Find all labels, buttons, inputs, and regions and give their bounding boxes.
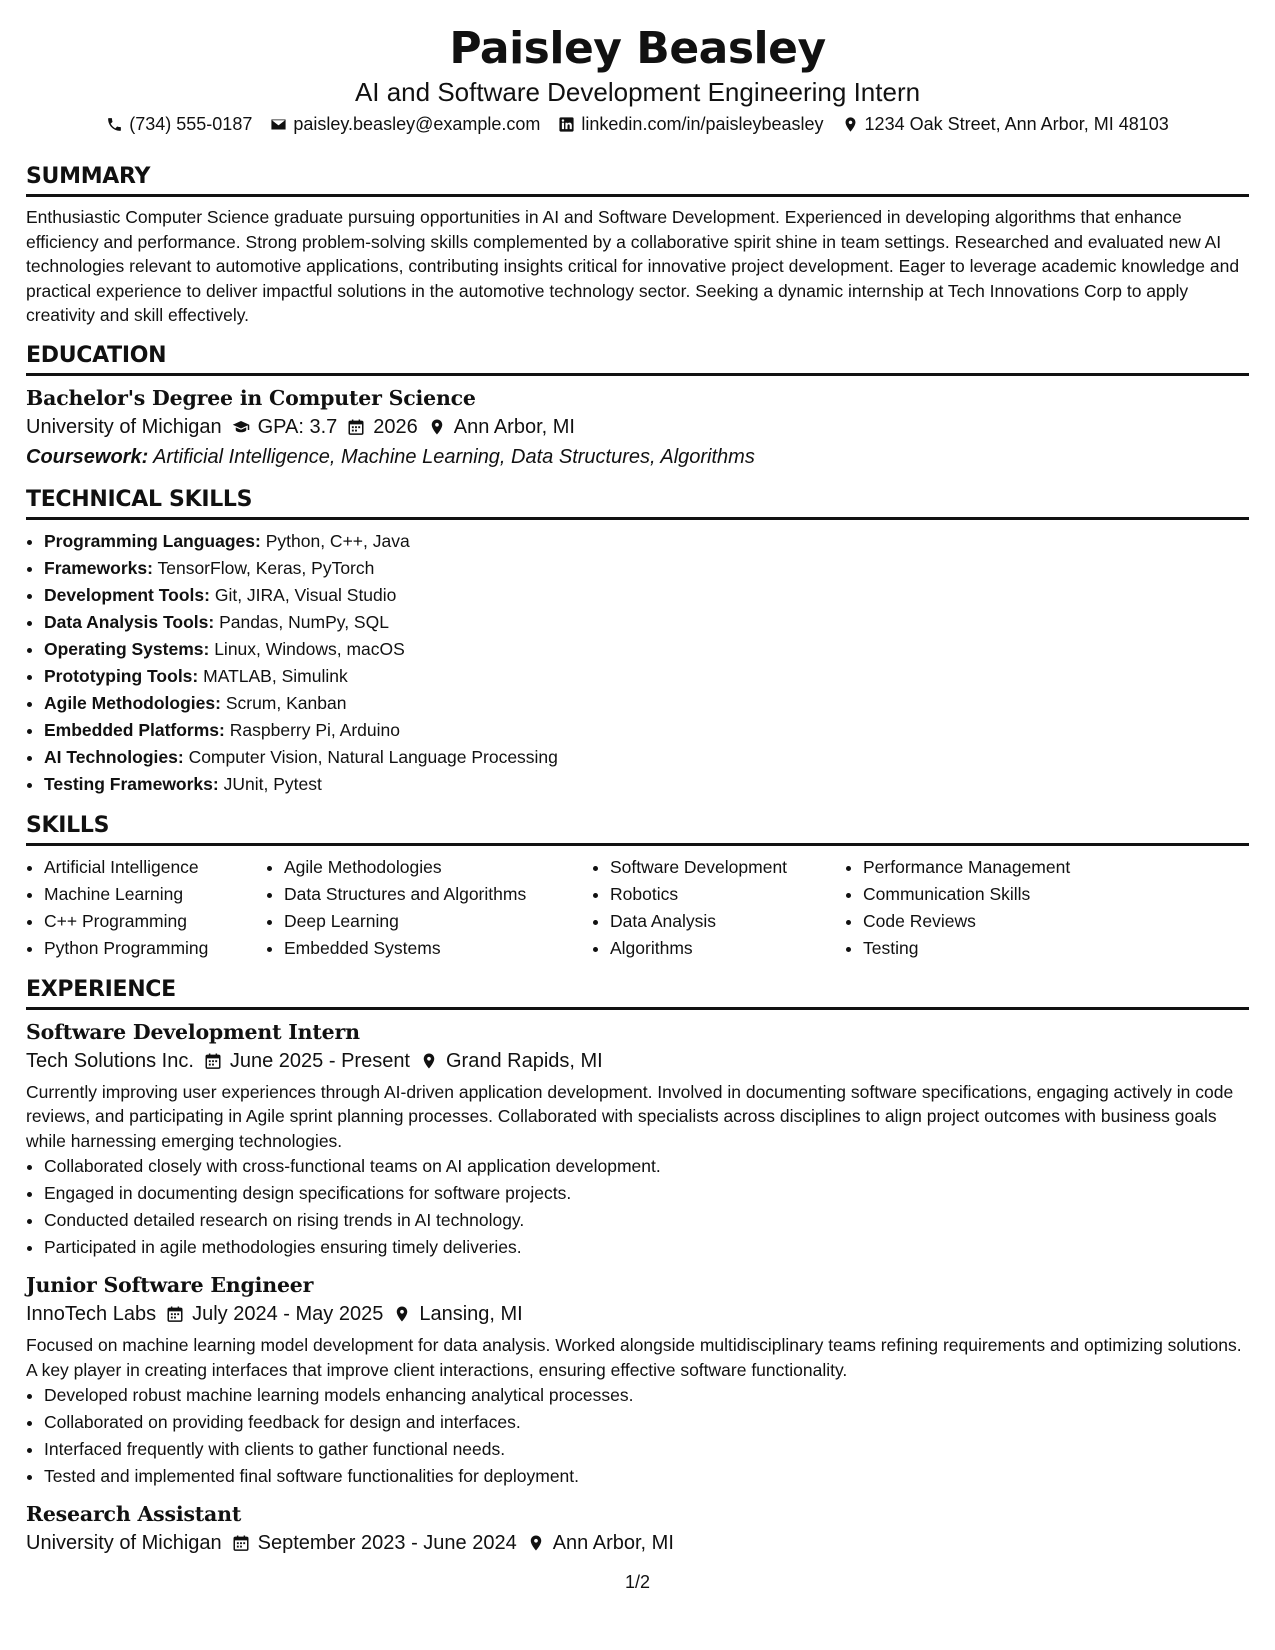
- list-item: • Conducted detailed research on rising trends in AI technology.: [44, 1207, 1249, 1234]
- list-item: • Deep Learning: [284, 908, 592, 935]
- summary-text: Enthusiastic Computer Science graduate pursuing opportunities in AI and Software Development. Experienced in developing algorithms that enhance efficiency and performance. Strong problem-solving skills complemented by a collaborative spirit shine in team settings. Researched and evaluated new AI technologies relevant to automotive applications, contributing insights critical for innovative project development. Eager to leverage academic knowledge and practical experience to deliver impactful solutions in the automotive technology sector. Seeking a dynamic internship at Tech Innovations Corp to apply creativity and skill effectively.: [26, 207, 1240, 325]
- section-divider: [26, 373, 1249, 376]
- job-bullets: [26, 1382, 1249, 1490]
- coursework-label: Coursework:: [26, 445, 149, 468]
- skills-column: [845, 854, 1123, 962]
- list-item: • Data Analysis Tools: Pandas, NumPy, SQL: [44, 609, 1249, 636]
- list-item: • Tested and implemented final software functionalities for deployment.: [44, 1463, 1249, 1490]
- list-item: • Data Structures and Algorithms: [284, 881, 592, 908]
- map-pin-icon: [842, 116, 859, 133]
- skills-section: [26, 812, 1249, 962]
- technical-skills-section: [26, 486, 1249, 798]
- section-title: EXPERIENCE: [26, 976, 176, 1002]
- experience-section: [26, 976, 1249, 1559]
- map-pin-icon: [420, 1052, 438, 1070]
- contact-email[interactable]: paisley.beasley@example.com: [270, 114, 540, 135]
- list-item: • Operating Systems: Linux, Windows, macOS: [44, 636, 1249, 663]
- contact-address: 1234 Oak Street, Ann Arbor, MI 48103: [842, 114, 1169, 135]
- coursework: [26, 442, 1249, 472]
- list-item: • Embedded Platforms: Raspberry Pi, Arduino: [44, 717, 1249, 744]
- contact-linkedin[interactable]: linkedin.com/in/paisleybeasley: [558, 114, 823, 135]
- list-item: • Collaborated closely with cross-functional teams on AI application development.: [44, 1153, 1249, 1180]
- list-item: • Development Tools: Git, JIRA, Visual Studio: [44, 582, 1249, 609]
- job-title: Research Assistant: [26, 1502, 242, 1526]
- job-location: Ann Arbor, MI: [527, 1528, 674, 1558]
- list-item: • Testing Frameworks: JUnit, Pytest: [44, 771, 1249, 798]
- section-divider: [26, 194, 1249, 197]
- calendar-icon: [347, 418, 365, 436]
- section-divider: [26, 843, 1249, 846]
- section-title: SUMMARY: [26, 164, 151, 189]
- list-item: • Programming Languages: Python, C++, Java: [44, 528, 1249, 555]
- list-item: • Developed robust machine learning models enhancing analytical processes.: [44, 1382, 1249, 1409]
- phone-icon: [106, 116, 123, 133]
- list-item: • C++ Programming: [44, 908, 266, 935]
- candidate-name: Paisley Beasley: [449, 23, 826, 74]
- job-entry: [26, 1271, 1249, 1490]
- job-title: Software Development Intern: [26, 1019, 360, 1044]
- list-item: • Algorithms: [610, 935, 845, 962]
- calendar-icon: [166, 1305, 184, 1323]
- list-item: • Engaged in documenting design specifications for software projects.: [44, 1180, 1249, 1207]
- job-entry: [26, 1018, 1249, 1262]
- job-dates: July 2024 - May 2025: [166, 1299, 383, 1329]
- list-item: • Software Development: [610, 854, 845, 881]
- education-section: [26, 342, 1249, 472]
- job-dates: September 2023 - June 2024: [232, 1528, 517, 1558]
- list-item: • Participated in agile methodologies ensuring timely deliveries.: [44, 1234, 1249, 1261]
- contact-bar: [26, 114, 1249, 135]
- skills-column: [26, 854, 266, 962]
- skills-column: [592, 854, 845, 962]
- job-location: Lansing, MI: [393, 1299, 522, 1329]
- list-item: • Robotics: [610, 881, 845, 908]
- section-divider: [26, 517, 1249, 520]
- list-item: • Communication Skills: [863, 881, 1123, 908]
- list-item: • Python Programming: [44, 935, 266, 962]
- technical-skills-list: [26, 528, 1249, 798]
- coursework-list: Artificial Intelligence, Machine Learning, Data Structures, Algorithms: [153, 445, 755, 468]
- contact-phone: (734) 555-0187: [106, 114, 252, 135]
- company-name: Tech Solutions Inc.: [26, 1049, 194, 1072]
- school-name: University of Michigan: [26, 415, 222, 438]
- list-item: • Performance Management: [863, 854, 1123, 881]
- section-title: TECHNICAL SKILLS: [26, 486, 253, 512]
- list-item: • AI Technologies: Computer Vision, Natural Language Processing: [44, 744, 1249, 771]
- skills-column: [266, 854, 592, 962]
- job-entry: [26, 1500, 1249, 1558]
- list-item: • Data Analysis: [610, 908, 845, 935]
- section-divider: [26, 1007, 1249, 1010]
- calendar-icon: [204, 1052, 222, 1070]
- job-meta: [26, 1046, 1249, 1076]
- list-item: • Code Reviews: [863, 908, 1123, 935]
- map-pin-icon: [527, 1534, 545, 1552]
- graduation-cap-icon: [232, 418, 250, 436]
- job-summary: Currently improving user experiences through AI-driven application development. Involved in documenting software specifications, engaging actively in code reviews, and participating in Agile sprint planning processes. Collaborated with specialists across disciplines to align project outcomes with business goals while harnessing emerging technologies.: [26, 1081, 1234, 1151]
- linkedin-icon: [558, 116, 575, 133]
- job-title: Junior Software Engineer: [26, 1273, 314, 1297]
- list-item: • Machine Learning: [44, 881, 266, 908]
- envelope-icon: [270, 116, 287, 133]
- job-meta: [26, 1299, 1249, 1329]
- job-dates: June 2025 - Present: [204, 1046, 410, 1076]
- list-item: • Embedded Systems: [284, 935, 592, 962]
- skills-grid: [26, 854, 1249, 962]
- graduation-year: 2026: [347, 412, 418, 442]
- section-title: SKILLS: [26, 812, 110, 838]
- map-pin-icon: [393, 1305, 411, 1323]
- company-name: InnoTech Labs: [26, 1303, 157, 1325]
- page-number: 1/2: [624, 1572, 651, 1592]
- list-item: • Interfaced frequently with clients to gather functional needs.: [44, 1436, 1249, 1463]
- list-item: • Agile Methodologies: Scrum, Kanban: [44, 690, 1249, 717]
- job-summary: Focused on machine learning model development for data analysis. Worked alongside multidisciplinary teams refining requirements and optimizing solutions. A key player in creating interfaces that improve client interactions, ensuring effective software functionality.: [26, 1335, 1242, 1380]
- candidate-role: AI and Software Development Engineering Intern: [354, 77, 921, 107]
- summary-section: [26, 163, 1249, 328]
- section-title: EDUCATION: [26, 342, 167, 368]
- education-meta: [26, 412, 1249, 442]
- resume-header: [26, 22, 1249, 135]
- company-name: University of Michigan: [26, 1532, 222, 1554]
- calendar-icon: [232, 1534, 250, 1552]
- education-location: Ann Arbor, MI: [428, 412, 575, 442]
- list-item: • Frameworks: TensorFlow, Keras, PyTorch: [44, 555, 1249, 582]
- list-item: • Artificial Intelligence: [44, 854, 266, 881]
- job-location: Grand Rapids, MI: [420, 1046, 603, 1076]
- list-item: • Collaborated on providing feedback for design and interfaces.: [44, 1409, 1249, 1436]
- list-item: • Prototyping Tools: MATLAB, Simulink: [44, 663, 1249, 690]
- gpa: GPA: 3.7: [232, 412, 338, 442]
- map-pin-icon: [428, 418, 446, 436]
- list-item: • Testing: [863, 935, 1123, 962]
- job-bullets: [26, 1153, 1249, 1261]
- degree-title: Bachelor's Degree in Computer Science: [26, 385, 476, 410]
- list-item: • Agile Methodologies: [284, 854, 592, 881]
- job-meta: [26, 1528, 1249, 1558]
